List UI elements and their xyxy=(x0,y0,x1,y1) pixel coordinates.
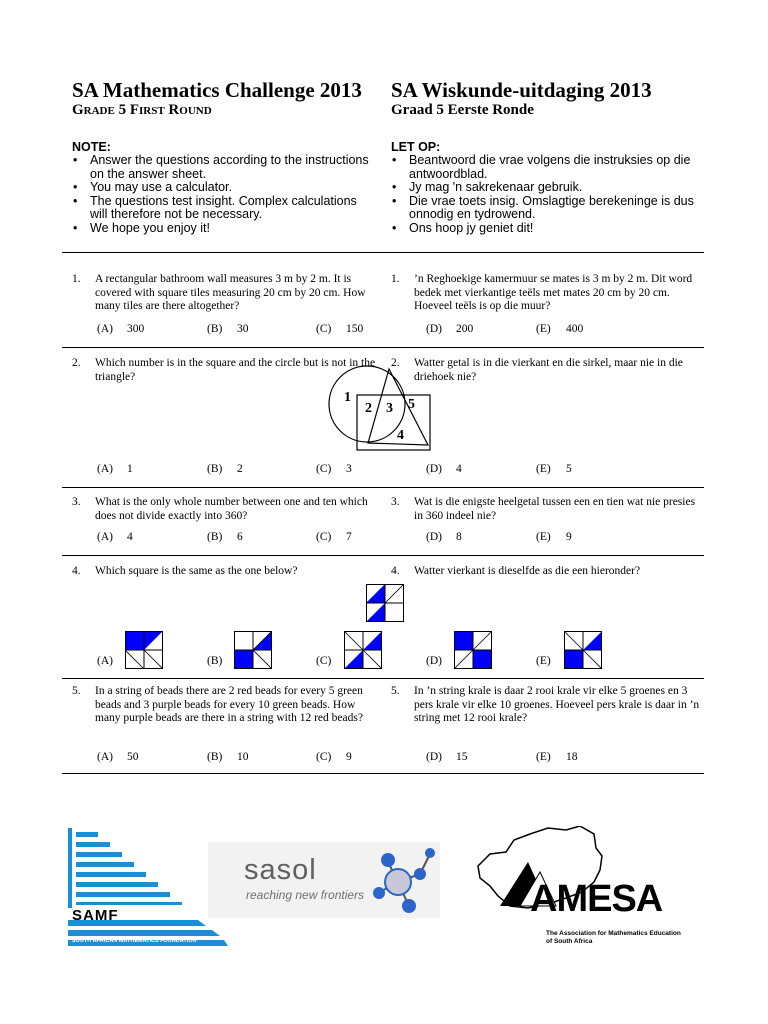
question-text-afrikaans: Wat is die enigste heelgetal tussen een en tien wat nie presies in 360 indeel nie? xyxy=(414,496,696,522)
option-c[interactable]: (C) 150 xyxy=(316,323,364,335)
option-a[interactable]: (A) xyxy=(97,655,113,667)
divider xyxy=(62,555,704,556)
note-item: • Answer the questions according to the instructions on the answer sheet. xyxy=(72,154,372,181)
divider xyxy=(62,773,704,774)
sasol-tagline: reaching new frontiers xyxy=(246,888,365,902)
title-afrikaans: SA Wiskunde-uitdaging 2013 xyxy=(391,78,652,102)
question-number: 3. xyxy=(72,496,81,508)
option-e[interactable]: (E) 9 xyxy=(536,531,572,543)
question-number: 5. xyxy=(391,685,400,697)
venn-diagram xyxy=(320,365,445,455)
sasol-name: sasol xyxy=(244,854,317,886)
notes-heading: NOTE: xyxy=(72,140,111,154)
notes-heading: LET OP: xyxy=(391,140,441,154)
amesa-name: AMESA xyxy=(530,878,663,920)
option-b[interactable]: (B) 10 xyxy=(207,751,249,763)
question-number: 5. xyxy=(72,685,81,697)
option-e[interactable]: (E) xyxy=(536,655,551,667)
option-d[interactable]: (D) 4 xyxy=(426,463,462,475)
option-b-square[interactable] xyxy=(234,631,272,669)
option-b[interactable]: (B) xyxy=(207,655,223,667)
option-c[interactable]: (C) 7 xyxy=(316,531,352,543)
samf-stripes-icon xyxy=(68,828,228,950)
notes-afrikaans xyxy=(391,140,701,235)
option-e[interactable]: (E) 18 xyxy=(536,751,578,763)
question-number: 4. xyxy=(72,565,81,577)
option-c[interactable]: (C) xyxy=(316,655,332,667)
option-d[interactable]: (D) 8 xyxy=(426,531,462,543)
molecule-icon xyxy=(368,844,438,916)
option-b[interactable]: (B) 6 xyxy=(207,531,243,543)
notes-list xyxy=(391,154,701,235)
title-english: SA Mathematics Challenge 2013 xyxy=(72,78,362,102)
note-item: • You may use a calculator. xyxy=(72,181,372,195)
amesa-caption-line1: The Association for Mathematics Education xyxy=(546,930,681,937)
diagram-label: 4 xyxy=(397,428,404,443)
option-c[interactable]: (C) 9 xyxy=(316,751,352,763)
sasol-logo xyxy=(208,842,440,918)
question-text-english: In a string of beads there are 2 red beads for every 5 green beads and 3 purple beads for every 10 green beads. How many purple beads are there in a string with 12 red beads? xyxy=(95,685,363,724)
option-d-square[interactable] xyxy=(454,631,492,669)
diagram-label: 5 xyxy=(408,397,415,412)
notes-english xyxy=(72,140,372,235)
question-number: 4. xyxy=(391,565,400,577)
samf-caption: SOUTH AFRICAN MATHEMATICS FOUNDATION xyxy=(72,938,197,944)
question-text-afrikaans: Watter getal is in die vierkant en die sirkel, maar nie in die driehoek nie? xyxy=(414,357,683,383)
option-a[interactable]: (A) 50 xyxy=(97,751,139,763)
option-d[interactable]: (D) xyxy=(426,655,442,667)
question-text-afrikaans: ’n Reghoekige kamermuur se mates is 3 m by 2 m. Dit word bedek met vierkantige teëls met mates 20 cm by 20 cm. Hoeveel teëls is op die muur? xyxy=(414,273,693,312)
divider xyxy=(62,252,704,253)
diagram-label: 2 xyxy=(365,401,372,416)
samf-name: SAMF xyxy=(72,907,119,924)
amesa-caption-line2: of South Africa xyxy=(546,938,593,945)
option-b[interactable]: (B) 30 xyxy=(207,323,249,335)
option-e-square[interactable] xyxy=(564,631,602,669)
samf-logo xyxy=(68,828,228,950)
option-e[interactable]: (E) 400 xyxy=(536,323,584,335)
amesa-logo xyxy=(470,826,695,951)
question-number: 2. xyxy=(72,357,81,369)
question-text-afrikaans: Watter vierkant is dieselfde as die een hieronder? xyxy=(414,565,641,577)
option-e[interactable]: (E) 5 xyxy=(536,463,572,475)
question-number: 1. xyxy=(391,273,400,285)
question-text-english: Which number is in the square and the circle but is not in the triangle? xyxy=(95,357,376,383)
question-number: 2. xyxy=(391,357,400,369)
diagram-label: 1 xyxy=(344,390,351,405)
option-d[interactable]: (D) 200 xyxy=(426,323,474,335)
question-text-afrikaans: In ’n string krale is daar 2 rooi krale vir elke 5 groenes en 3 pers krale vir elke 10 groenes. Hoeveel pers krale is daar in ’n string met 12 rooi krale? xyxy=(414,685,700,724)
subtitle-afrikaans: Graad 5 Eerste Ronde xyxy=(391,102,534,118)
subtitle-english: Grade 5 First Round xyxy=(72,102,212,118)
option-a[interactable]: (A) 1 xyxy=(97,463,133,475)
option-c[interactable]: (C) 3 xyxy=(316,463,352,475)
note-item: • We hope you enjoy it! xyxy=(72,222,372,236)
note-item: • Die vrae toets insig. Omslagtige berekeninge is dus onnodig en tydrowend. xyxy=(391,195,701,222)
question-number: 3. xyxy=(391,496,400,508)
notes-list xyxy=(72,154,372,235)
option-a-square[interactable] xyxy=(125,631,163,669)
divider xyxy=(62,487,704,488)
question-number: 1. xyxy=(72,273,81,285)
note-item: • The questions test insight. Complex calculations will therefore not be necessary. xyxy=(72,195,372,222)
divider xyxy=(62,347,704,348)
option-a[interactable]: (A) 4 xyxy=(97,531,133,543)
option-b[interactable]: (B) 2 xyxy=(207,463,243,475)
note-item: • Jy mag 'n sakrekenaar gebruik. xyxy=(391,181,701,195)
reference-square xyxy=(366,584,404,622)
option-c-square[interactable] xyxy=(344,631,382,669)
question-text-english: What is the only whole number between one and ten which does not divide exactly into 360? xyxy=(95,496,368,522)
note-item: • Ons hoop jy geniet dit! xyxy=(391,222,701,236)
diagram-label: 3 xyxy=(386,401,393,416)
question-text-english: A rectangular bathroom wall measures 3 m by 2 m. It is covered with square tiles measuring 20 cm by 20 cm. How many tiles are there altogether? xyxy=(95,273,366,312)
note-item: • Beantwoord die vrae volgens die instruksies op die antwoordblad. xyxy=(391,154,701,181)
option-a[interactable]: (A) 300 xyxy=(97,323,145,335)
question-text-english: Which square is the same as the one below? xyxy=(95,565,298,577)
divider xyxy=(62,678,704,679)
option-d[interactable]: (D) 15 xyxy=(426,751,468,763)
